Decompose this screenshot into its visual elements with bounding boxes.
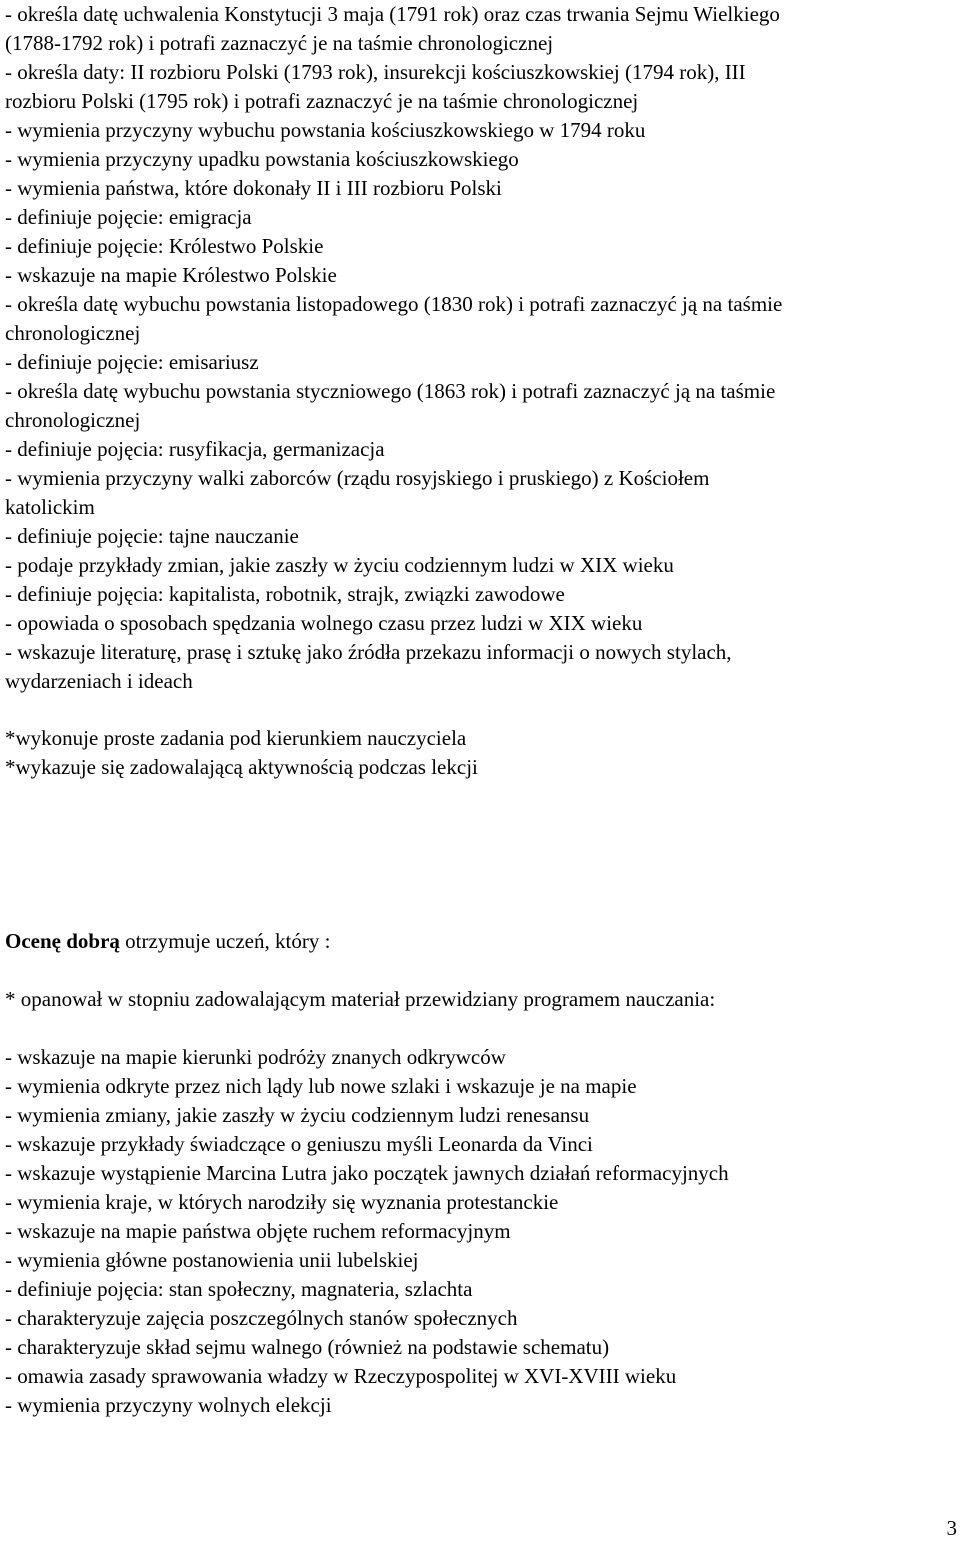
program-intro [5, 985, 955, 1014]
list-line: - opowiada o sposobach spędzania wolnego czasu przez ludzi w XIX wieku [5, 611, 643, 635]
grade-heading-rest: otrzymuje uczeń, który : [119, 929, 331, 953]
list-line: - wskazuje na mapie kierunki podróży znanych odkrywców [5, 1045, 506, 1069]
list-line: chronologicznej [5, 321, 141, 345]
page-number: 3 [946, 1516, 957, 1540]
list-line: - definiuje pojęcia: stan społeczny, magnateria, szlachta [5, 1277, 473, 1301]
grade-heading-bold: Ocenę dobrą [5, 929, 120, 953]
list-line: - definiuje pojęcia: rusyfikacja, germanizacja [5, 437, 385, 461]
list-line: - wymienia kraje, w których narodziły się wyznania protestanckie [5, 1190, 559, 1214]
list-line: - charakteryzuje skład sejmu walnego (również na podstawie schematu) [5, 1335, 610, 1359]
list-line: - wymienia przyczyny upadku powstania kościuszkowskiego [5, 147, 519, 171]
list-line: - wskazuje wystąpienie Marcina Lutra jako początek jawnych działań reformacyjnych [5, 1161, 729, 1185]
list-line: - definiuje pojęcia: kapitalista, robotnik, strajk, związki zawodowe [5, 582, 565, 606]
list-line: - definiuje pojęcie: emigracja [5, 205, 252, 229]
list-line: katolickim [5, 495, 95, 519]
grade-heading [5, 927, 955, 956]
list-line: - określa datę uchwalenia Konstytucji 3 maja (1791 rok) oraz czas trwania Sejmu Wielkiego [5, 2, 780, 26]
list-line: - wymienia przyczyny walki zaborców (rządu rosyjskiego i pruskiego) z Kościołem [5, 466, 710, 490]
list-line: - definiuje pojęcie: Królestwo Polskie [5, 234, 324, 258]
list-line: - wskazuje literaturę, prasę i sztukę jako źródła przekazu informacji o nowych stylach, [5, 640, 732, 664]
list-line: rozbioru Polski (1795 rok) i potrafi zaznaczyć je na taśmie chronologicznej [5, 89, 639, 113]
list-line: - określa daty: II rozbioru Polski (1793 rok), insurekcji kościuszkowskiej (1794 rok), III [5, 60, 746, 84]
additional-requirements-list [5, 724, 955, 782]
list-line: - wskazuje przykłady świadczące o geniuszu myśli Leonarda da Vinci [5, 1132, 593, 1156]
asterisk-line: *wykonuje proste zadania pod kierunkiem nauczyciela [5, 726, 467, 750]
good-grade-requirements-list [5, 1043, 955, 1420]
list-line: - wymienia główne postanowienia unii lubelskiej [5, 1248, 419, 1272]
list-line: - podaje przykłady zmian, jakie zaszły w życiu codziennym ludzi w XIX wieku [5, 553, 674, 577]
list-line: wydarzeniach i ideach [5, 669, 193, 693]
list-line: - określa datę wybuchu powstania styczniowego (1863 rok) i potrafi zaznaczyć ją na taśmie [5, 379, 776, 403]
list-line: - charakteryzuje zajęcia poszczególnych stanów społecznych [5, 1306, 518, 1330]
list-line: - wymienia odkryte przez nich lądy lub nowe szlaki i wskazuje je na mapie [5, 1074, 637, 1098]
list-line: chronologicznej [5, 408, 141, 432]
list-line: - wymienia zmiany, jakie zaszły w życiu codziennym ludzi renesansu [5, 1103, 590, 1127]
list-line: - wymienia przyczyny wybuchu powstania kościuszkowskiego w 1794 roku [5, 118, 646, 142]
list-line: - wskazuje na mapie Królestwo Polskie [5, 263, 337, 287]
list-line: - definiuje pojęcie: emisariusz [5, 350, 259, 374]
program-intro-text: * opanował w stopniu zadowalającym materiał przewidziany programem nauczania: [5, 987, 716, 1011]
list-line: - określa datę wybuchu powstania listopadowego (1830 rok) i potrafi zaznaczyć ją na taśmie [5, 292, 783, 316]
asterisk-line: *wykazuje się zadowalającą aktywnością podczas lekcji [5, 755, 478, 779]
list-line: (1788-1792 rok) i potrafi zaznaczyć je na taśmie chronologicznej [5, 31, 554, 55]
list-line: - omawia zasady sprawowania władzy w Rzeczypospolitej w XVI-XVIII wieku [5, 1364, 677, 1388]
list-line: - wymienia państwa, które dokonały II i III rozbioru Polski [5, 176, 502, 200]
list-line: - wskazuje na mapie państwa objęte ruchem reformacyjnym [5, 1219, 511, 1243]
requirements-list-continued [5, 0, 955, 696]
list-line: - definiuje pojęcie: tajne nauczanie [5, 524, 299, 548]
list-line: - wymienia przyczyny wolnych elekcji [5, 1393, 332, 1417]
